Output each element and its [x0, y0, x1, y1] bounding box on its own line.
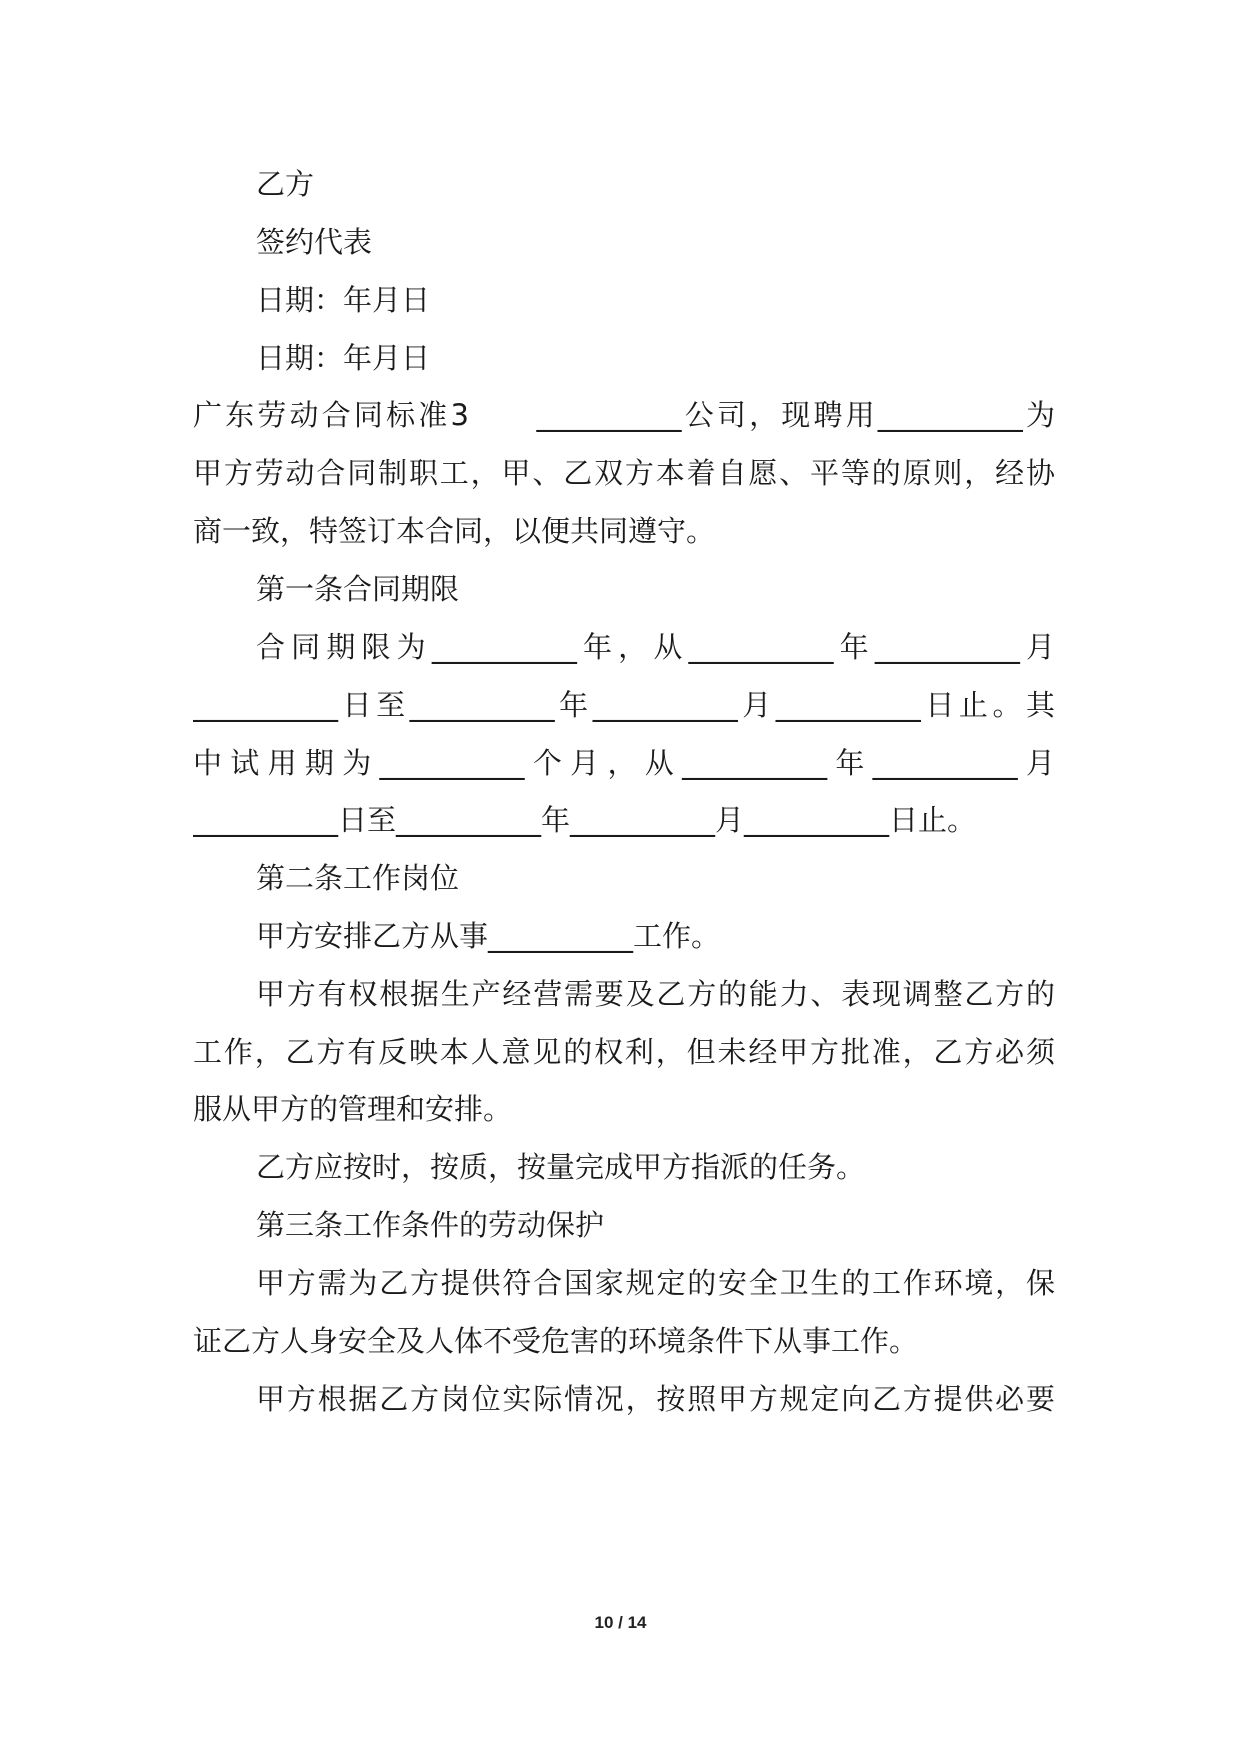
paragraph-line: __________日至__________年__________月__________日止。其 [193, 688, 1055, 722]
article-heading: 第三条工作条件的劳动保护 [256, 1208, 605, 1242]
paragraph-line: 服从甲方的管理和安排。 [193, 1092, 513, 1126]
paragraph-line: 甲方劳动合同制职工，甲、乙双方本着自愿、平等的原则，经协 [193, 456, 1055, 490]
paragraph-line: __________日至__________年__________月__________日止。 [193, 803, 977, 837]
party-b-label: 乙方 [256, 167, 315, 201]
paragraph-line: 工作，乙方有反映本人意见的权利，但未经甲方批准，乙方必须 [193, 1035, 1055, 1069]
paragraph-line: 甲方根据乙方岗位实际情况，按照甲方规定向乙方提供必要 [256, 1382, 1055, 1416]
paragraph-line: 甲方需为乙方提供符合国家规定的安全卫生的工作环境，保 [256, 1266, 1055, 1300]
paragraph-line: 中试用期为__________个月，从__________年__________月 [193, 746, 1055, 780]
paragraph-line: 甲方有权根据生产经营需要及乙方的能力、表现调整乙方的 [256, 977, 1055, 1011]
paragraph-line: 甲方安排乙方从事__________工作。 [256, 919, 721, 953]
signing-representative-label: 签约代表 [256, 225, 373, 259]
paragraph-line: 合同期限为__________年，从__________年__________月 [256, 630, 1055, 664]
date-line: 日期：年月日 [256, 341, 431, 375]
page-number: 10 / 14 [594, 1613, 647, 1632]
article-heading: 第一条合同期限 [256, 572, 460, 606]
paragraph-line: 商一致，特签订本合同，以便共同遵守。 [193, 514, 716, 548]
paragraph-line: 证乙方人身安全及人体不受危害的环境条件下从事工作。 [193, 1324, 919, 1358]
contract-title-paragraph: 广东劳动合同标准3 __________公司，现聘用__________为 [193, 398, 1055, 432]
article-heading: 第二条工作岗位 [256, 861, 460, 895]
paragraph-line: 乙方应按时，按质，按量完成甲方指派的任务。 [256, 1150, 866, 1184]
date-line: 日期：年月日 [256, 283, 431, 317]
